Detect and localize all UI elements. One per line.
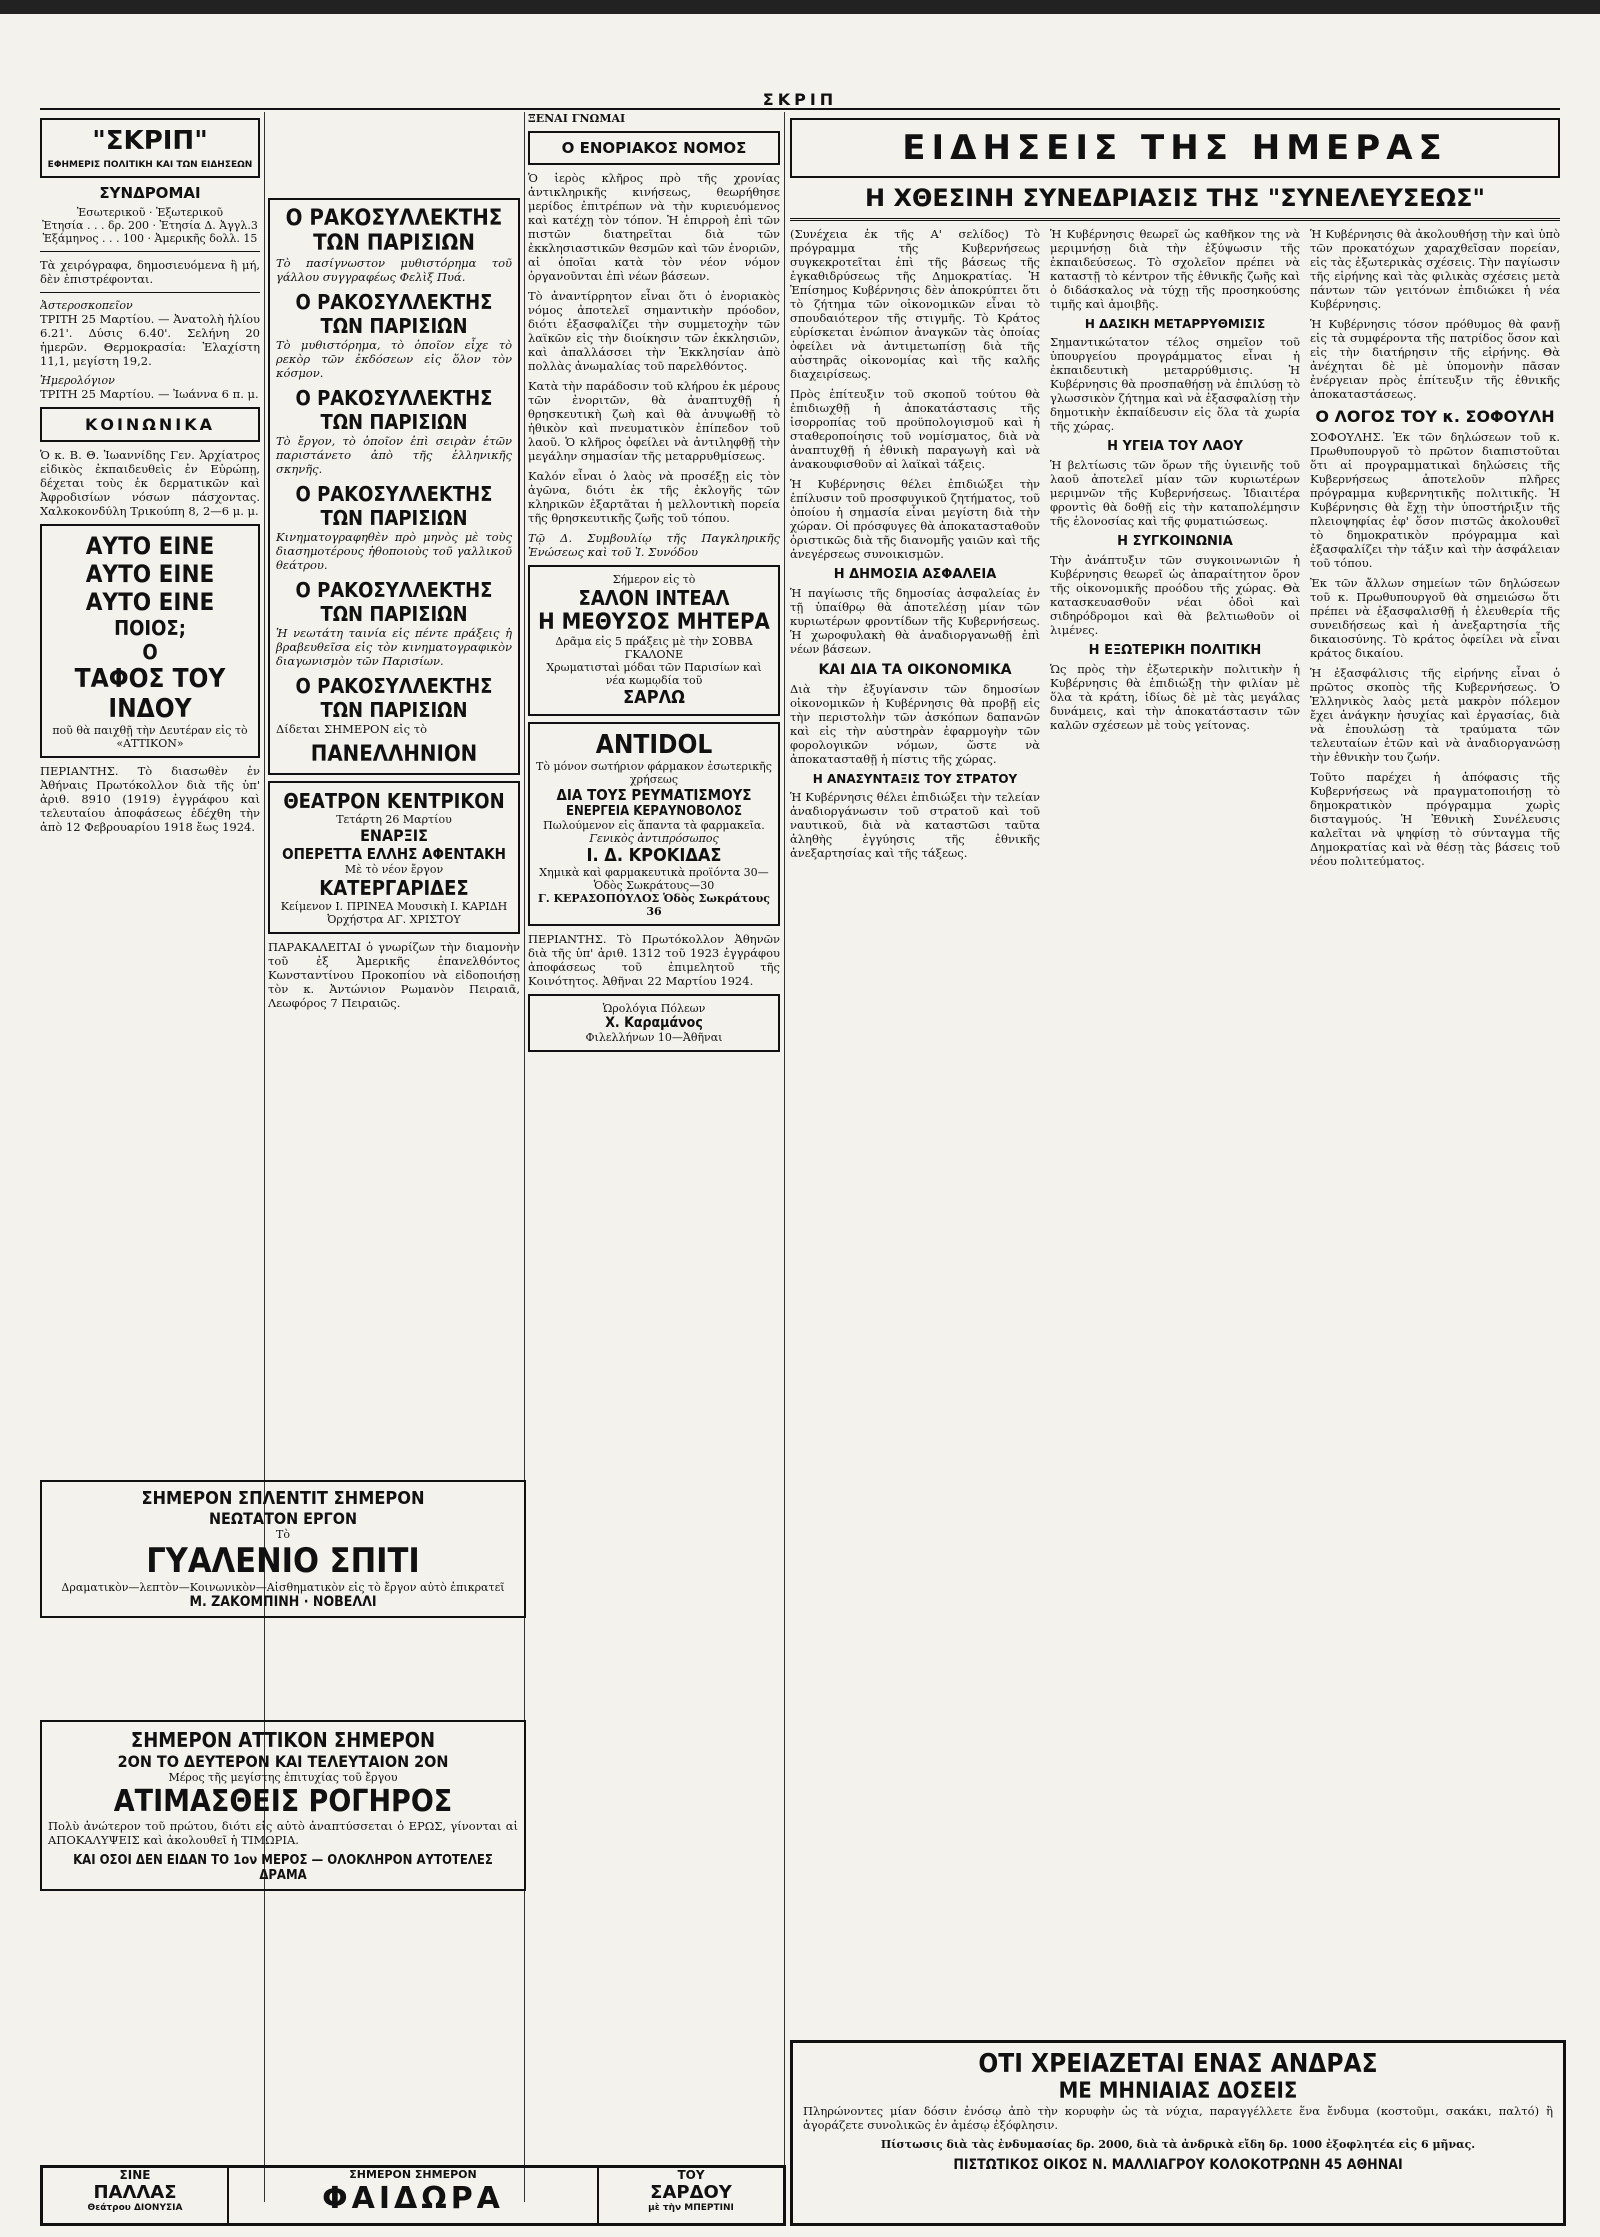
splendid-advert <box>40 1480 526 1618</box>
attikon-title: ΑΤΙΜΑΣΘΕΙΣ ΡΟΓΗΡΟΣ <box>113 1784 453 1819</box>
sofoulis-text: ΣΟΦΟΥΛΗΣ. Ἐκ τῶν δηλώσεων τοῦ κ. Πρωθυπουργοῦ τὸ πρῶτον διαπιστοῦται ὅτι αἱ προγραμματικαὶ δηλώσεις τῆς Κυβερνήσεως ἀποτελοῦν πλῆρες πρόγραμμα κυβερνητικῆς πολιτικῆς. Ἡ Κυβέρνησις θὰ ἔχῃ τὴν ὑποστήριξιν τῆς πλειοψηφίας ἐφ' ὅσον πιστῶς ἀκολουθεῖ τὸ δημοκρατικὸν πρόγραμμα καὶ ἐξασφαλίζει τὴν τάξιν καὶ τὴν ἀσφάλειαν τοῦ τόπου. <box>1310 430 1560 570</box>
asfaleia-text: Ἡ παγίωσις τῆς δημοσίας ἀσφαλείας ἐν τῇ ὑπαίθρῳ θὰ ἀποτελέσῃ μίαν τῶν κυριωτέρων φροντίδων τῆς Κυβερνήσεως. Ἡ χωροφυλακὴ θὰ ἀναδιοργανωθῇ ἐπὶ νέων βάσεων. <box>790 586 1040 656</box>
subscriptions-line: Ἑξάμηνος . . . 100 · Ἀμερικῆς δολλ. 15 <box>42 232 258 245</box>
stratos-text: Ἡ Κυβέρνησις θέλει ἐπιδιώξει τὴν τελείαν ἀναδιοργάνωσιν τοῦ στρατοῦ καὶ τοῦ ναυτικοῦ, διὰ νὰ καταστῶσι ταῦτα ἀληθὴς ἐγγύησις τῆς ἐθνικῆς ἀνεξαρτησίας καὶ τῆς τάξεως. <box>790 790 1040 860</box>
ygeia-heading: Η ΥΓΕΙΑ ΤΟΥ ΛΑΟΥ <box>1107 439 1243 454</box>
rak-title: Ο ΡΑΚΟΣΥΛΛΕΚΤΗΣ ΤΩΝ ΠΑΡΙΣΙΩΝ <box>295 578 493 626</box>
watches-addr: Φιλελλήνων 10—Ἀθῆναι <box>585 1031 723 1044</box>
dikaiosyni-text: Σημαντικώτατον τέλος σημεῖον τοῦ ὑπουργείου προγράμματος εἶναι ἡ ἐκπαιδευτικὴ μεταρρύθμισις. Ἡ Κυβέρνησις θὰ προσπαθήσῃ νὰ ἐπιλύσῃ τὸ γλωσσικὸν ζήτημα καὶ νὰ ἐξασφαλίσῃ τὴν δημοτικὴν ἐκπαίδευσιν εἰς ὅλα τὰ χωρία τῆς χώρας. <box>1050 335 1300 433</box>
banner-text: ΠΑΛΛΑΣ <box>93 2182 177 2203</box>
splendid-title: ΓΥΑΛΕΝΙΟ ΣΠΙΤΙ <box>146 1541 420 1581</box>
calendar-text: ΤΡΙΤΗ 25 Μαρτίου. — Ἰωάννα 6 π. μ. <box>40 387 259 401</box>
social-text: Ὁ κ. Β. Θ. Ἰωαννίδης Γεν. Ἀρχίατρος εἰδικὸς ἐκπαιδευθεὶς ἐν Εὐρώπῃ, δέχεται τοὺς ἐκ δερματικῶν καὶ Ἀφροδισίων νόσων πάσχοντας. Χαλκοκονδύλη Τρικούπη 8, 2—6 μ. μ. <box>40 448 260 518</box>
social-heading-box <box>40 407 260 442</box>
news-section <box>790 112 1560 2032</box>
sofoulis-heading: Ο ΛΟΓΟΣ ΤΟΥ κ. ΣΟΦΟΥΛΗ <box>1315 407 1555 426</box>
kentrikon-date: Τετάρτη 26 Μαρτίου <box>336 813 452 826</box>
antidol-use: ΔΙΑ ΤΟΥΣ ΡΕΥΜΑΤΙΣΜΟΥΣ <box>556 786 752 804</box>
news-col-c <box>1310 227 1560 874</box>
nomos-paragraph: Τὸ ἀναντίρρητον εἶναι ὅτι ὁ ἐνοριακὸς νόμος ἀποτελεῖ σημαντικὴν πρόοδον, διότι ἐξασφαλίζει τὴν συμμετοχὴν τῶν λαϊκῶν εἰς τὴν διοίκησιν τῶν ἐκκλησιῶν, καὶ ἀπαλλάσσει τὴν Ἐκκλησίαν ἀπὸ πολλὰς ἀνωμαλίας τοῦ παρελθόντος. <box>528 289 780 373</box>
rak-title: Ο ΡΑΚΟΣΥΛΛΕΚΤΗΣ ΤΩΝ ΠΑΡΙΣΙΩΝ <box>295 482 493 530</box>
ad-title: ΤΑΦΟΣ ΤΟΥ ΙΝΔΟΥ <box>74 664 226 724</box>
banner-text: ΣΑΡΔΟΥ <box>650 2182 732 2203</box>
banner-cell-pallas <box>43 2168 229 2223</box>
oikonomika-heading: ΚΑΙ ΔΙΑ ΤΑ ΟΙΚΟΝΟΜΙΚΑ <box>818 662 1012 678</box>
kentrikon-enarxis: ΕΝΑΡΞΙΣ <box>360 826 428 845</box>
banner-text: ΤΟΥ <box>677 2168 705 2182</box>
kentrikon-notice: ΠΑΡΑΚΑΛΕΙΤΑΙ ὁ γνωρίζων τὴν διαμονὴν τοῦ ἐξ Ἀμερικῆς ἐπανελθόντος Κωνσταντίνου Προκοπίου νὰ εἰδοποιήσῃ τὸν κ. Ἀντώνιον Ρωμανὸν Πειραιᾶ, Λεωφόρος 7 Πειραιῶς. <box>268 940 520 1010</box>
watches-advert <box>528 994 780 1052</box>
article-paragraph: Ἡ Κυβέρνησις θέλει ἐπιδιώξει τὴν ἐπίλυσιν τοῦ προσφυγικοῦ ζητήματος, τοῦ ὁποίου ἡ σημασία εἶναι μεγίστη διὰ τὴν χώραν. Οἱ πρόσφυγες θὰ ἀποκατασταθοῦν ὁριστικῶς διὰ τῆς διανομῆς γαιῶν καὶ τῆς ἀνεγέρσεως συνοικισμῶν. <box>790 477 1040 561</box>
ad-line: Ο <box>142 640 158 664</box>
splendid-names: Μ. ΖΑΚΟΜΠΙΝΗ · ΝΟΒΕΛΛΙ <box>189 1594 377 1610</box>
antidol-advert <box>528 722 780 926</box>
astro-text: ΤΡΙΤΗ 25 Μαρτίου. — Ἀνατολὴ ἡλίου 6.21'. Δύσις 6.40'. Σελήνη 20 ἡμερῶν. Θερμοκρασία: Ἐλαχίστη 11,1, μεγίστη 19,2. <box>40 312 260 368</box>
ygeia-text: Ἡ βελτίωσις τῶν ὅρων τῆς ὑγιεινῆς τοῦ λαοῦ ἀποτελεῖ μίαν τῶν κυριωτέρων μεριμνῶν τῆς Κυβερνήσεως. Ἰδιαιτέρα φροντὶς θὰ δοθῇ εἰς τὴν καταπολέμησιν τῆς ἑλονοσίας καὶ τῆς φυματιώσεως. <box>1050 458 1300 528</box>
asfaleia-heading: Η ΔΗΜΟΣΙΑ ΑΣΦΑΛΕΙΑ <box>833 567 997 582</box>
paper-title-box <box>40 118 260 178</box>
krokidas-head: Γενικὸς ἀντιπρόσωπος <box>589 832 719 845</box>
indou-advert <box>40 524 260 758</box>
banner-cell-title <box>229 2168 599 2223</box>
attikon-sub: 2ΟΝ ΤΟ ΔΕΥΤΕΡΟΝ ΚΑΙ ΤΕΛΕΥΤΑΙΟΝ 2ΟΝ <box>117 1752 449 1771</box>
kentrikon-play: ΚΑΤΕΡΓΑΡΙΔΕΣ <box>319 876 469 900</box>
column-1 <box>40 112 260 840</box>
periantis-notice-2: ΠΕΡΙΑΝΤΗΣ. Τὸ Πρωτόκολλον Ἀθηνῶν διὰ τῆς ὑπ' ἀριθ. 1312 τοῦ 1923 ἐγγράφου ἀποφάσεως τοῦ ἐπιμελητοῦ τῆς Κοινότητος. Ἀθῆναι 22 Μαρτίου 1924. <box>528 932 780 988</box>
inteal-venue: ΣΑΛΟΝ ΙΝΤΕΑΛ <box>578 586 730 610</box>
rak-text: Τὸ ἔργον, τὸ ὁποῖον ἐπὶ σειρὰν ἐτῶν παριστάνετο ἀπὸ τῆς ἑλληνικῆς σκηνῆς. <box>276 434 512 476</box>
calendar-heading: Ἡμερολόγιον <box>40 374 115 387</box>
rak-title: Ο ΡΑΚΟΣΥΛΛΕΚΤΗΣ ΤΩΝ ΠΑΡΙΣΙΩΝ <box>295 674 493 722</box>
banner-text: ΣΗΜΕΡΟΝ ΣΗΜΕΡΟΝ <box>349 2168 477 2181</box>
article-paragraph: Ἡ ἐξασφάλισις τῆς εἰρήνης εἶναι ὁ πρῶτος σκοπὸς τῆς Κυβερνήσεως. Ὁ Ἑλληνικὸς λαὸς μετὰ μακρὸν πόλεμον ἔχει ἀνάγκην ἡσυχίας καὶ ἐργασίας, διὰ νὰ ἐπουλώσῃ τὰ τραύματα τῶν τελευταίων ἐτῶν καὶ νὰ ἀναδιοργανώσῃ τὴν ἐθνικὴν του ζωήν. <box>1310 666 1560 764</box>
rak-text: Τὸ μυθιστόρημα, τὸ ὁποῖον εἶχε τὸ ρεκὸρ τῶν ἐκδόσεων εἰς ὅλον τὸν κόσμον. <box>276 338 512 380</box>
rak-venue: ΠΑΝΕΛΛΗΝΙΟΝ <box>310 742 478 767</box>
rak-title: Ο ΡΑΚΟΣΥΛΛΕΚΤΗΣ ΤΩΝ ΠΑΡΙΣΙΩΝ <box>295 290 493 338</box>
sofoulis-text: Ἐκ τῶν ἄλλων σημείων τῶν δηλώσεων τοῦ κ. Πρωθυπουργοῦ θὰ σημειώσω ὅτι πρέπει νὰ ἐξασφαλισθῇ ἡ ἐλευθερία τῆς συνειδήσεως καὶ ἡ ἀνεξαρτησία τῆς δικαιοσύνης. Τὸ κράτος ὀφείλει νὰ εἶναι κράτος δικαίου. <box>1310 576 1560 660</box>
inteal-chaplin: ΣΑΡΛΩ <box>623 687 685 708</box>
periantis-notice: ΠΕΡΙΑΝΤΗΣ. Τὸ διασωθὲν ἐν Ἀθήναις Πρωτόκολλον διὰ τῆς ὑπ' ἀριθ. 8910 (1919) ἐγγράφου καὶ τελευταίου ἀποφάσεως ἐδέχθη τὴν ἀπὸ 12 Φεβρουαρίου 1918 ἔως 1924. <box>40 764 260 834</box>
malliagros-text: Πληρώνοντες μίαν δόσιν ἐνόσῳ ἀπὸ τὴν κορυφὴν ὡς τὰ νύχια, παραγγέλλετε ἕνα ἔνδυμα (κοστοῦμι, σακάκι, παλτό) ἢ ἀγοράζετε συνολικῶς ἐν ἀμέσῳ ἐξόφλησιν. <box>803 2104 1553 2132</box>
antidol-desc: Τὸ μόνον σωτήριον φάρμακον ἐσωτερικῆς χρήσεως <box>536 760 772 786</box>
attikon-top: ΣΗΜΕΡΟΝ ΑΤΤΙΚΟΝ ΣΗΜΕΡΟΝ <box>130 1728 436 1752</box>
rak-title: Ο ΡΑΚΟΣΥΛΛΕΚΤΗΣ ΤΩΝ ΠΑΡΙΣΙΩΝ <box>295 386 493 434</box>
ad-line: ΑΥΤΟ ΕΙΝΕ <box>85 560 215 588</box>
attikon-part: Μέρος τῆς μεγίστης ἐπιτυχίας τοῦ ἔργου <box>168 1771 398 1784</box>
attikon-desc: Πολὺ ἀνώτερον τοῦ πρώτου, διότι εἰς αὐτὸ ἀναπτύσσεται ὁ ΕΡΩΣ, γίνονται αἱ ΑΠΟΚΑΛΥΨΕΙΣ καὶ ἀκολουθεῖ ἡ ΤΙΜΩΡΙΑ. <box>48 1819 518 1847</box>
main-heading: ΕΙΔΗΣΕΙΣ ΤΗΣ ΗΜΕΡΑΣ <box>902 128 1448 168</box>
paper-title: "ΣΚΡΙΠ" <box>92 126 208 156</box>
ad-line: ΠΟΙΟΣ; <box>114 616 186 640</box>
ad-line: ΑΥΤΟ ΕΙΝΕ <box>85 588 215 616</box>
article-paragraph: Τοῦτο παρέχει ἡ ἀπόφασις τῆς Κυβερνήσεως νὰ πραγματοποιήσῃ τὸ δημοκρατικὸν πρόγραμμα χωρὶς δισταγμούς. Ἡ Ἐθνικὴ Συνέλευσις καλεῖται νὰ ψηφίσῃ τὸ σύνταγμα τῆς Δημοκρατίας καὶ νὰ θέσῃ τὰς βάσεις τοῦ νέου πολιτεύματος. <box>1310 770 1560 868</box>
kentrikon-new: Μὲ τὸ νέον ἔργον <box>344 863 444 876</box>
social-heading: ΚΟΙΝΩΝΙΚΑ <box>84 415 216 434</box>
dikaiosyni-heading: Η ΔΑΣΙΚΗ ΜΕΤΑΡΡΥΘΜΙΣΙΣ <box>1084 317 1266 331</box>
watches-name: Χ. Καραμάνος <box>605 1015 703 1031</box>
inteal-advert <box>528 565 780 716</box>
attikon-advert <box>40 1720 526 1891</box>
column-2 <box>268 112 520 1016</box>
inteal-title: Η ΜΕΘΥΣΟΣ ΜΗΤΕΡΑ <box>538 610 770 635</box>
watches-head: Ὡρολόγια Πόλεων <box>602 1002 706 1015</box>
malliagros-name: ΠΙΣΤΩΤΙΚΟΣ ΟΙΚΟΣ Ν. ΜΑΛΛΙΑΓΡΟΥ ΚΟΛΟΚΟΤΡΩΝΗ 45 ΑΘΗΝΑΙ <box>953 2157 1403 2173</box>
splendid-top: ΣΗΜΕΡΟΝ ΣΠΛΕΝΤΙΤ ΣΗΜΕΡΟΝ <box>141 1488 425 1509</box>
main-heading-box <box>790 118 1560 178</box>
news-col-a <box>790 227 1040 874</box>
rak-text: Ἡ νεωτάτη ταινία εἰς πέντε πράξεις ἡ βραβευθεῖσα εἰς τὸν κινηματογραφικὸν διαγωνισμὸν τῶν Παρισίων. <box>276 626 512 668</box>
antidol-energy: ΕΝΕΡΓΕΙΑ ΚΕΡΑΥΝΟΒΟΛΟΣ <box>566 804 742 819</box>
exoteriki-text: Ὡς πρὸς τὴν ἐξωτερικὴν πολιτικὴν ἡ Κυβέρνησις θὰ ἐπιδιώξῃ τὴν φιλίαν μὲ ὅλα τὰ κράτη, ἰδίως δὲ μὲ τὰς μεγάλας δυνάμεις, καὶ τὴν ἀποκατάστασιν τῶν καλῶν σχέσεων μὲ τοὺς γείτονας. <box>1050 662 1300 732</box>
column-divider <box>784 112 785 2202</box>
nomos-title: Ο ΕΝΟΡΙΑΚΟΣ ΝΟΜΟΣ <box>561 139 747 157</box>
synkoinonia-text: Τὴν ἀνάπτυξιν τῶν συγκοινωνιῶν ἡ Κυβέρνησις θεωρεῖ ὡς ἀπαραίτητον ὅρον τῆς οἰκονομικῆς προόδου τῆς χώρας. Θὰ κατασκευασθοῦν νέαι ὁδοὶ καὶ σιδηρόδρομοι καὶ θὰ βελτιωθοῦν οἱ λιμένες. <box>1050 553 1300 637</box>
antidol-title: ANTIDOL <box>595 730 713 760</box>
column-3 <box>528 112 780 1058</box>
inteal-desc: Δρᾶμα εἰς 5 πράξεις μὲ τὴν ΣΟΒΒΑ ΓΚΑΛΟΝΕ <box>555 635 753 661</box>
nomos-heading-box <box>528 131 780 165</box>
malliagros-heading: ΟΤΙ ΧΡΕΙΑΖΕΤΑΙ ΕΝΑΣ ΑΝΔΡΑΣ <box>978 2049 1378 2079</box>
banner-title: ΦΑΙΔΩΡΑ <box>322 2181 504 2216</box>
masthead: ΣΚΡΙΠ <box>40 90 1560 110</box>
rak-text: Τὸ πασίγνωστον μυθιστόρημα τοῦ γάλλου συγγραφέως Φελὶξ Πυά. <box>276 256 512 284</box>
manuscripts-note: Τὰ χειρόγραφα, δημοσιευόμενα ἢ μή, δὲν ἐπιστρέφονται. <box>40 258 260 286</box>
rak-text: Δίδεται ΣΗΜΕΡΟΝ εἰς τὸ <box>276 722 428 736</box>
sub-heading: Η ΧΘΕΣΙΝΗ ΣΥΝΕΔΡΙΑΣΙΣ ΤΗΣ "ΣΥΝΕΛΕΥΣΕΩΣ" <box>865 184 1485 212</box>
nomos-paragraph: Κατὰ τὴν παράδοσιν τοῦ κλήρου ἐκ μέρους τῶν ἐνοριτῶν, θὰ ἀναπτυχθῇ ἡ θρησκευτικὴ ζωὴ καὶ θὰ ἀνυψωθῇ τὸ ἠθικὸν καὶ πνευματικὸν ἐπίπεδον τοῦ λαοῦ. Ὁ κλῆρος ὀφείλει νὰ ἀντιληφθῇ τὴν μεγάλην σημασίαν τῆς μεταρρυθμίσεως. <box>528 379 780 463</box>
rak-title: Ο ΡΑΚΟΣΥΛΛΕΚΤΗΣ ΤΩΝ ΠΑΡΙΣΙΩΝ <box>285 206 503 256</box>
nomos-paragraph: Ὁ ἱερὸς κλῆρος πρὸ τῆς χρονίας ἀντικληρικῆς κινήσεως, θεωρήθησε μερίδος ἐπιτρέπων νὰ τὴν κυριευόμενος καὶ κατέχῃ τὸν τόπον. Ἡ ἐπιρροὴ ἐπὶ τῶν πιστῶν διατηρεῖται διὰ τῶν ἐκκλησιαστικῶν θεσμῶν καὶ τῶν ἐνοριῶν, αἱ ὁποῖαι κατὰ τὸν νέον νόμον ὀργανοῦνται ἐπὶ νέων βάσεων. <box>528 171 780 283</box>
article-paragraph: (Συνέχεια ἐκ τῆς Α' σελίδος) Τὸ πρόγραμμα τῆς Κυβερνήσεως συγκεκροτεῖται ἐπὶ τῆς βάσεως τῆς ἐγκαθιδρύσεως τῆς Δημοκρατίας. Ἡ Ἐπίσημος Κυβέρνησις δὲν ἀποκρύπτει ὅτι τὸ ζήτημα τῶν οἰκονομικῶν εἶναι τὸ σπουδαιότερον τῆς στιγμῆς. Τὸ Κράτος εὑρίσκεται ἐνώπιον ἀναγκῶν τὰς ὁποίας ὀφείλει νὰ ἀντιμετωπίσῃ διὰ τῆς αὐστηρᾶς οἰκονομίας καὶ τῆς καλῆς διαχειρίσεως. <box>790 227 1040 381</box>
article-paragraph: Πρὸς ἐπίτευξιν τοῦ σκοποῦ τούτου θὰ ἐπιδιωχθῇ ἡ ἀποκατάστασις τῆς ἰσορροπίας τοῦ προϋπολογισμοῦ καὶ ἡ σταθεροποίησις τοῦ νομίσματος, διὰ νὰ ἀναπτυχθῇ ἡ ἐθνικὴ παραγωγὴ καὶ νὰ ἀνακουφισθοῦν αἱ λαϊκαὶ τάξεις. <box>790 387 1040 471</box>
subscriptions-line: Ἐτησία . . . δρ. 200 · Ἐτησία Δ. Ἀγγλ.3 <box>42 219 258 232</box>
subscriptions-heading: ΣΥΝΔΡΟΜΑΙ <box>99 184 201 202</box>
ad-line: ποῦ θὰ παιχθῇ τὴν Δευτέραν εἰς τὸ «ΑΤΤΙΚΟΝ» <box>52 724 248 750</box>
attikon-foot: ΚΑΙ ΟΣΟΙ ΔΕΝ ΕΙΔΑΝ ΤΟ 1ον ΜΕΡΟΣ — ΟΛΟΚΛΗΡΟΝ ΑΥΤΟΤΕΛΕΣ ΔΡΑΜΑ <box>73 1853 493 1883</box>
oikonomika-text: Διὰ τὴν ἐξυγίανσιν τῶν δημοσίων οἰκονομικῶν ἡ Κυβέρνησις θὰ προβῇ εἰς τὴν περιστολὴν τῶν ἀσκόπων δαπανῶν καὶ εἰς τὴν αὐστηρὰν ἐφαρμογὴν τῶν φορολογικῶν νόμων, ὥστε νὰ ἀποκατασταθῇ ἡ πίστις τῆς χώρας. <box>790 682 1040 766</box>
krokidas-desc: Χημικὰ καὶ φαρμακευτικὰ προϊόντα 30—Ὁδὸς Σωκράτους—30 <box>539 866 769 892</box>
ad-line: ΑΥΤΟ ΕΙΝΕ <box>85 532 215 560</box>
article-paragraph: Ἡ Κυβέρνησις θὰ ἀκολουθήσῃ τὴν καὶ ὑπὸ τῶν προκατόχων χαραχθεῖσαν πορείαν, εἰς τὰς ἐξωτερικὰς σχέσεις. Τὴν παγίωσιν τῆς εἰρήνης καὶ τὰς φιλικὰς σχέσεις μετὰ πάντων τῶν γειτόνων ἐπιδιώκει ἡ νέα Κυβέρνησις. <box>1310 227 1560 311</box>
kerasopoulos: Γ. ΚΕΡΑΣΟΠΟΥΛΟΣ Ὁδὸς Σωκράτους 36 <box>538 892 770 918</box>
section-label: ΞΕΝΑΙ ΓΝΩΜΑΙ <box>528 112 626 125</box>
banner-text: ΣΙΝΕ <box>119 2168 151 2182</box>
malliagros-advert <box>790 2040 1566 2226</box>
krokidas-name: Ι. Δ. ΚΡΟΚΙΔΑΣ <box>586 845 722 866</box>
inteal-top: Σήμερον εἰς τὸ <box>612 573 696 586</box>
banner-cell-sardou <box>599 2168 783 2223</box>
splendid-desc: Δραματικὸν—λεπτὸν—Κοινωνικὸν—Αἰσθηματικὸν εἰς τὸ ἔργον αὐτὸ ἐπικρατεῖ <box>61 1581 505 1594</box>
kentrikon-advert <box>268 781 520 934</box>
subscriptions-line: Ἐσωτερικοῦ · Ἐξωτερικοῦ <box>76 206 224 219</box>
exoteriki-heading: Η ΕΞΩΤΕΡΙΚΗ ΠΟΛΙΤΙΚΗ <box>1088 643 1262 658</box>
kentrikon-title: ΘΕΑΤΡΟΝ ΚΕΝΤΡΙΚΟΝ <box>283 789 505 813</box>
kentrikon-credits: Κείμενον Ι. ΠΡΙΝΕΑ Μουσικὴ Ι. ΚΑΡΙΔΗ Ὀρχήστρα ΑΓ. ΧΡΙΣΤΟΥ <box>280 900 508 926</box>
malliagros-sub: ΜΕ ΜΗΝΙΑΙΑΣ ΔΟΣΕΙΣ <box>1058 2079 1298 2104</box>
rak-text: Κινηματογραφηθὲν πρὸ μηνὸς μὲ τοὺς διασημοτέρους ἠθοποιοὺς τοῦ γαλλικοῦ θεάτρου. <box>276 530 512 572</box>
astro-heading: Ἀστεροσκοπεῖον <box>40 299 133 312</box>
article-paragraph: Ἡ Κυβέρνησις θεωρεῖ ὡς καθῆκον της νὰ μεριμνήσῃ διὰ τὴν ἐξύψωσιν τῆς ἐκπαιδεύσεως. Τὸ σχολεῖον πρέπει νὰ καταστῇ τὸ κέντρον τῆς ἐθνικῆς ζωῆς καὶ ὁ διδάσκαλος νὰ τύχῃ τῆς προσηκούσης τιμῆς καὶ ἀμοιβῆς. <box>1050 227 1300 311</box>
splendid-sub: ΝΕΩΤΑΤΟΝ ΕΡΓΟΝ <box>208 1509 358 1528</box>
news-col-b <box>1050 227 1300 874</box>
stratos-heading: Η ΑΝΑΣΥΝΤΑΞΙΣ ΤΟΥ ΣΤΡΑΤΟΥ <box>812 772 1018 786</box>
banner-text: Θεάτρου ΔΙΟΝΥΣΙΑ <box>87 2203 183 2213</box>
synkoinonia-heading: Η ΣΥΓΚΟΙΝΩΝΙΑ <box>1117 534 1233 549</box>
article-paragraph: Ἡ Κυβέρνησις τόσον πρόθυμος θὰ φανῇ εἰς τὰ συμφέροντα τῆς πατρίδος ὅσον καὶ εἰς τὴν διατήρησιν τῆς εἰρήνης. Θὰ ἀνέχηται δὲ μὲ ὑπομονὴν πᾶσαν ἐνέργειαν πρὸς ἐπίτευξιν τῆς ἐθνικῆς ἀποκαταστάσεως. <box>1310 317 1560 401</box>
rakosyllektis-advert <box>268 198 520 775</box>
nomos-paragraph: Καλόν εἶναι ὁ λαὸς νὰ προσέξῃ εἰς τὸν ἀγῶνα, διότι ἐκ τῆς ἐκλογῆς τῶν κληρικῶν ἐξαρτᾶται ἡ μελλοντικὴ πορεία τῆς θρησκευτικῆς ζωῆς τοῦ τόπου. <box>528 469 780 525</box>
banner-text: μὲ τὴν ΜΠΕΡΤΙΝΙ <box>648 2203 734 2213</box>
nomos-signature: Τῷ Δ. Συμβουλίῳ τῆς Παγκληρικῆς Ἑνώσεως καὶ τοῦ Ἱ. Συνόδου <box>528 531 780 559</box>
faidora-banner <box>40 2165 786 2226</box>
malliagros-credit: Πίστωσις διὰ τὰς ἐνδυμασίας δρ. 2000, διὰ τὰ ἀνδρικὰ εἴδη δρ. 1000 ἐξοφλητέα εἰς 6 μῆνας. <box>880 2138 1476 2151</box>
inteal-extra: Χρωματισταὶ μόδαι τῶν Παρισίων καὶ νέα κωμῳδία τοῦ <box>546 661 762 687</box>
antidol-sold: Πωλούμενον εἰς ἅπαντα τὰ φαρμακεῖα. <box>543 819 765 832</box>
paper-subtitle: ΕΦΗΜΕΡΙΣ ΠΟΛΙΤΙΚΗ ΚΑΙ ΤΩΝ ΕΙΔΗΣΕΩΝ <box>47 160 253 170</box>
splendid-to: Τὸ <box>276 1528 290 1541</box>
kentrikon-troupe: ΟΠΕΡΕΤΤΑ ΕΛΛΗΣ ΑΦΕΝΤΑΚΗ <box>282 845 506 863</box>
top-dark-band <box>0 0 1600 14</box>
